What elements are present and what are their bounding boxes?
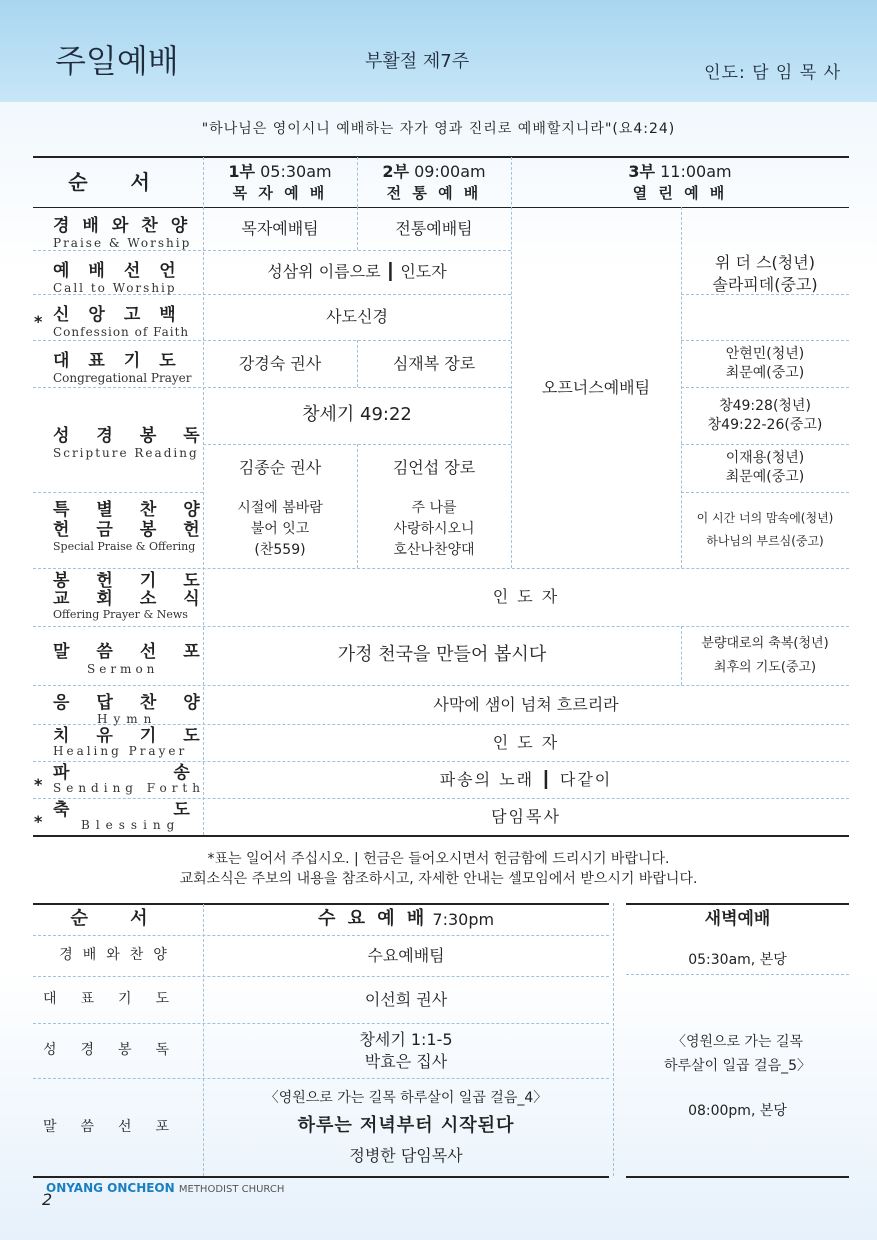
stand-mark: * [34, 775, 43, 794]
worship-leader: 인도: 담 임 목 사 [704, 63, 841, 83]
row-label-hymn: 응답찬양 Hymn [53, 693, 227, 726]
wed-title: 수 요 예 배 [317, 908, 428, 930]
third-special: 이 시간 너의 맘속에(청년) 하나님의 부르심(중고) [696, 510, 834, 548]
wed-label-prayer: 대표기도 [42, 991, 194, 1008]
sending-all: 파송의 노래 ┃ 다같이 [439, 769, 613, 789]
church-subname: METHODIST CHURCH [178, 1184, 285, 1195]
creed-s12: 사도신경 [326, 307, 388, 327]
wed-sermon-block [203, 1082, 609, 1174]
prayer-s2: 심재복 장로 [392, 353, 476, 373]
wed-sermon-title: 하루는 저녁부터 시작된다 [297, 1115, 515, 1136]
service-3-header [511, 157, 849, 207]
row-label-creed: 신앙고백 Confession of Faith [53, 305, 195, 339]
page-subtitle: 부활절 제7주 [365, 51, 470, 72]
third-scripture: 창49:28(청년) 창49:22-26(중고) [707, 397, 823, 433]
dawn-time-1: 05:30am, 본당 [688, 951, 787, 968]
row-label-sermon: 말씀선포 Sermon [53, 642, 227, 676]
blessing-all: 담임목사 [491, 806, 561, 826]
service-3-num: 3부 [628, 162, 655, 182]
service-1-header [203, 157, 357, 207]
hymn-all: 사막에 샘이 넘쳐 흐르리라 [433, 694, 619, 714]
row-label-scripture: 성경봉독 Scripture Reading [53, 426, 227, 460]
row-label-praise: 경배와찬양 Praise & Worship [53, 216, 201, 250]
service-3-time: 11:00am [660, 162, 732, 182]
third-readers: 이재용(청년) 최문예(중고) [725, 449, 805, 485]
page-title: 주일예배 [55, 42, 179, 80]
service-1-name: 목 자 예 배 [232, 183, 328, 202]
third-worship: 위 더 스(청년) 솔라피데(중고) [712, 252, 818, 294]
row-label-blessing: 축도 Blessing [53, 800, 294, 832]
church-logo [46, 1181, 284, 1195]
stand-mark: * [34, 812, 43, 831]
prayer-s1: 강경숙 권사 [238, 353, 322, 373]
theme-verse: "하나님은 영이시니 예배하는 자가 영과 진리로 예배할지니라"(요4:24) [201, 121, 676, 137]
row-label-special: 특별찬양 헌금봉헌 Special Praise & Offering [53, 500, 227, 553]
order-header: 순 서 [68, 169, 168, 194]
sermon-title: 가정 천국을 만들어 봅시다 [337, 644, 547, 666]
service-2-header [357, 157, 511, 207]
special-s1: 시절에 봄바람 불어 잇고 (찬559) [237, 500, 323, 558]
wed-time: 7:30pm [432, 909, 495, 929]
note-line-2: 교회소식은 주보의 내용을 참조하시고, 자세한 안내는 셀모임에서 받으시기 바랍니다. [179, 871, 698, 887]
row-label-sending: 파송 Sending Forth [53, 763, 294, 795]
row-label-healing: 치유기도 Healing Prayer [53, 726, 227, 758]
third-prayer: 안현민(청년) 최문예(중고) [725, 345, 805, 381]
third-team: 오프너스예배팀 [541, 377, 651, 397]
wed-sermon-series: 〈영원으로 가는 길목 하루살이 일곱 걸음_4〉 [264, 1090, 548, 1107]
praise-s2: 전통예배팀 [395, 218, 473, 238]
wed-label-scripture: 성경봉독 [42, 1042, 194, 1059]
healing-all: 인 도 자 [492, 732, 560, 752]
dawn-title: 새벽예배 [704, 909, 771, 930]
dawn-time-2: 08:00pm, 본당 [688, 1102, 787, 1119]
wed-label-sermon: 말씀선포 [42, 1118, 194, 1135]
special-s2: 주 나를 사랑하시오니 호산나찬양대 [393, 500, 475, 558]
wed-preacher: 정병한 담임목사 [349, 1145, 463, 1165]
third-sermon: 분량대로의 축복(청년) 최후의 기도(중고) [701, 636, 829, 675]
row-label-prayer: 대표기도 Congregational Prayer [53, 351, 195, 385]
stand-mark: * [34, 312, 43, 331]
scripture-s12: 창세기 49:22 [302, 404, 412, 426]
call-s12: 성삼위 이름으로 ┃ 인도자 [267, 262, 447, 282]
offering-prayer-all: 인 도 자 [492, 587, 560, 607]
wed-praise: 수요예배팀 [367, 945, 445, 965]
page-number: 2 [42, 1190, 53, 1209]
service-3-name: 열 린 예 배 [632, 183, 728, 202]
wed-order-header: 순 서 [70, 908, 166, 930]
service-2-num: 2부 [382, 162, 409, 182]
dawn-series: 〈영원으로 가는 길목 하루살이 일곱 걸음_5〉 [664, 1034, 811, 1074]
wed-prayer: 이선희 권사 [364, 989, 448, 1009]
reader-s1: 김종순 권사 [238, 457, 322, 477]
wed-title-header [203, 904, 609, 935]
church-name: ONYANG ONCHEON [46, 1181, 175, 1195]
service-1-num: 1부 [228, 162, 255, 182]
row-label-call: 예배선언 Call to Worship [53, 261, 195, 295]
wed-label-praise: 경배와찬양 [59, 947, 177, 964]
note-line-1: *표는 일어서 주십시오. | 헌금은 들어오시면서 헌금함에 드리시기 바랍니다. [207, 851, 670, 867]
praise-s1: 목자예배팀 [241, 218, 319, 238]
row-label-offering-prayer: 봉헌기도 교회소식 Offering Prayer & News [53, 571, 227, 621]
wed-scripture: 창세기 1:1-5 박효은 집사 [359, 1029, 453, 1071]
service-1-time: 05:30am [260, 162, 332, 182]
service-2-name: 전 통 예 배 [386, 183, 482, 202]
service-2-time: 09:00am [414, 162, 486, 182]
reader-s2: 김언섭 장로 [392, 457, 476, 477]
